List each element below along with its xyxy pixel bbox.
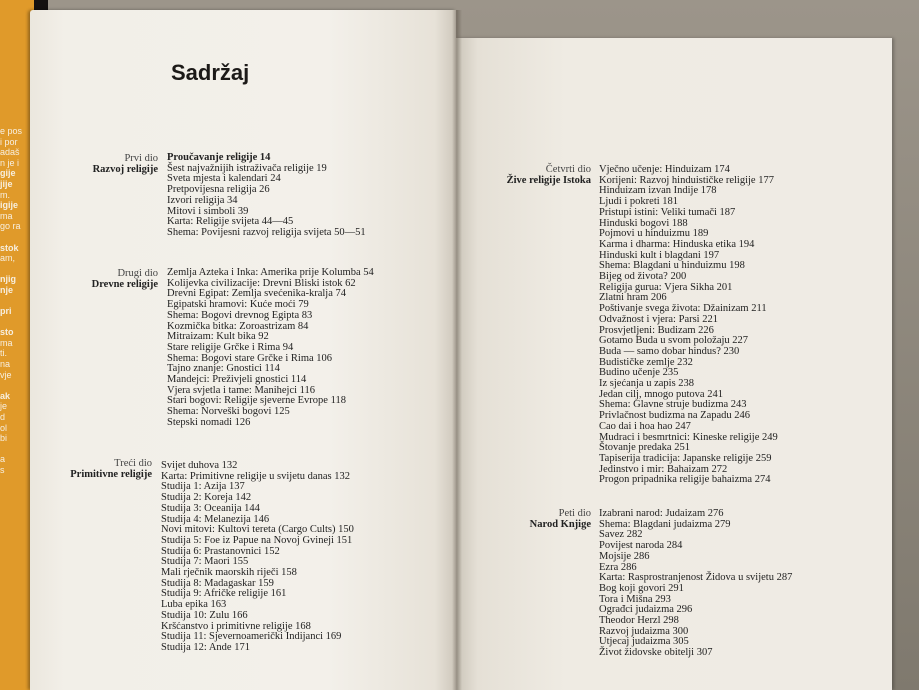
toc-list	[599, 509, 792, 659]
toc-entry: Tajno znanje: Gnostici 114	[167, 363, 280, 375]
toc-entry: Karma i dharma: Hinduska etika 194	[599, 238, 755, 250]
toc-entry: Studija 6: Prastanovnici 152	[161, 545, 280, 557]
background-text-line: n je i	[0, 157, 20, 168]
toc-entry: Prosvjetljeni: Budizam 226	[599, 324, 714, 336]
toc-entry: Hinduski kult i blagdani 197	[599, 249, 720, 261]
toc-entry: Mojsije 286	[599, 550, 650, 562]
section-heading	[60, 153, 158, 175]
section-part: Prvi dio	[124, 153, 158, 164]
background-text-line: s	[0, 465, 5, 475]
toc-entry: Tora i Mišna 293	[599, 593, 671, 605]
background-text-line: bi	[0, 433, 8, 444]
toc-entry: Zemlja Azteka i Inka: Amerika prije Kolumba 54	[167, 267, 374, 278]
background-text-line: igije	[0, 200, 19, 211]
toc-entry: Svijet duhova 132	[161, 460, 238, 471]
toc-entry: Proučavanje religije 14	[167, 152, 271, 163]
section-heading	[484, 164, 591, 186]
toc-entry: Studija 5: Foe iz Papue na Novoj Gvineji 151	[161, 534, 353, 546]
toc-entry: Povijest naroda 284	[599, 540, 683, 552]
toc-entry: Cao dai i hoa hao 247	[599, 420, 691, 432]
toc-entry: Studija 2: Koreja 142	[161, 492, 252, 504]
background-text-line: go ra	[0, 221, 21, 232]
toc-entry: Sveta mjesta i kalendari 24	[167, 173, 281, 185]
background-text-line: na	[0, 359, 11, 370]
toc-entry: Izabrani narod: Judaizam 276	[599, 508, 724, 519]
toc-entry: Štovanje predaka 251	[599, 442, 690, 454]
toc-entry: Studija 4: Melanezija 146	[161, 513, 270, 525]
toc-entry: Shema: Povijesni razvoj religija svijeta 50—51	[167, 226, 366, 238]
toc-entry: Poštivanje svega života: Džainizam 211	[599, 303, 767, 315]
toc-entry: Ljudi i pokreti 181	[599, 196, 679, 208]
section-heading	[60, 268, 158, 290]
toc-entry: Drevni Egipat: Zemlja svećenika-kralja 74	[167, 288, 347, 300]
toc-entry: Studija 1: Azija 137	[161, 481, 245, 493]
toc-entry: Tapiserija tradicija: Japanske religije 259	[599, 452, 772, 464]
toc-entry: Luba epika 163	[161, 599, 227, 611]
background-text-line: m.	[0, 189, 10, 200]
toc-entry: Karta: Religije svijeta 44—45	[167, 216, 294, 228]
background-text-line	[0, 380, 30, 391]
toc-entry: Bijeg od života? 200	[599, 271, 687, 283]
toc-entry: Gotamo Buda u svom položaju 227	[599, 335, 749, 347]
toc-entry: Pretpovijesna religija 26	[167, 184, 270, 196]
toc-entry: Studija 7: Maori 155	[161, 556, 249, 568]
background-text-line: d	[0, 412, 6, 423]
toc-entry: Iz sjećanja u zapis 238	[599, 378, 695, 390]
toc-entry: Privlačnost budizma na Zapadu 246	[599, 410, 751, 422]
toc-entry: Šest najvažnijih istraživača religije 19	[167, 162, 327, 174]
background-text-line: i por	[0, 136, 18, 147]
background-text-line: ti.	[0, 348, 8, 359]
background-text-line	[0, 264, 30, 275]
section-name: Primitivne religije	[70, 469, 152, 481]
toc-list	[599, 165, 778, 486]
toc-entry: Buda — samo dobar hindus? 230	[599, 345, 740, 357]
toc-entry: Kolijevka civilizacije: Drevni Bliski istok 62	[167, 277, 356, 289]
background-text-line: a	[0, 454, 6, 465]
background-text-line	[0, 296, 30, 307]
toc-entry: Stepski nomadi 126	[167, 416, 251, 428]
section-name: Žive religije Istoka	[506, 175, 591, 187]
toc-entry: Kršćanstvo i primitivne religije 168	[161, 620, 311, 632]
background-text-line: vje	[0, 369, 12, 380]
toc-entry: Studija 12: Ande 171	[161, 641, 250, 653]
background-text-line: e pos	[0, 126, 23, 136]
toc-entry: Mitraizam: Kult bika 92	[167, 331, 269, 343]
toc-entry: Razvoj judaizma 300	[599, 625, 689, 637]
toc-entry: Hinduizam izvan Indije 178	[599, 185, 717, 197]
page-title: Sadržaj	[171, 60, 250, 85]
toc-entry: Karta: Primitivne religije u svijetu danas 132	[161, 470, 350, 482]
toc-entry: Savez 282	[599, 529, 643, 541]
toc-entry: Zlatni hram 206	[599, 292, 667, 304]
background-text-line: jije	[0, 178, 13, 189]
section-heading	[50, 458, 152, 480]
toc-entry: Novi mitovi: Kultovi tereta (Cargo Cults) 150	[161, 524, 354, 536]
toc-entry: Studija 10: Zulu 166	[161, 609, 248, 621]
toc-entry: Karta: Rasprostranjenost Židova u svijetu 287	[599, 572, 793, 584]
toc-entry: Jedinstvo i mir: Bahaizam 272	[599, 463, 728, 475]
toc-entry: Budističke zemlje 232	[599, 356, 693, 368]
toc-entry: Studija 9: Afričke religije 161	[161, 588, 287, 600]
section-part: Peti dio	[558, 508, 591, 519]
section-name: Drevne religije	[91, 279, 158, 291]
background-text-line: je	[0, 401, 8, 412]
toc-entry: Utjecaj judaizma 305	[599, 636, 689, 648]
background-text-line: stok	[0, 242, 19, 253]
toc-entry: Mandejci: Preživjeli gnostici 114	[167, 374, 307, 386]
toc-entry: Mitovi i simboli 39	[167, 205, 249, 217]
toc-entry: Mudraci i besmrtnici: Kineske religije 249	[599, 431, 778, 443]
toc-entry: Pristupi istini: Veliki tumači 187	[599, 206, 736, 218]
toc-entry: Ezra 286	[599, 561, 637, 573]
background-text-line	[0, 317, 30, 328]
toc-entry: Shema: Norveški bogovi 125	[167, 406, 290, 418]
toc-entry: Ograđci judaizma 296	[599, 604, 693, 616]
toc-entry: Shema: Blagdani judaizma 279	[599, 518, 731, 530]
toc-entry: Izvori religija 34	[167, 194, 238, 206]
toc-entry: Odvažnost i vjera: Parsi 221	[599, 313, 718, 325]
background-text-line: pri	[0, 306, 12, 317]
section-name: Razvoj religije	[92, 164, 158, 176]
section-name: Narod Knjige	[529, 519, 591, 531]
toc-list	[167, 268, 374, 429]
background-book-text	[0, 126, 30, 476]
background-text-line: ol	[0, 422, 8, 433]
toc-entry: Bog koji govori 291	[599, 582, 684, 594]
toc-entry: Mali rječnik maorskih riječi 158	[161, 567, 297, 579]
toc-entry: Shema: Blagdani u hinduizmu 198	[599, 260, 745, 272]
section-part: Drugi dio	[117, 268, 158, 279]
section-part: Četvrti dio	[545, 164, 591, 175]
toc-list	[167, 153, 366, 239]
toc-entry: Korijeni: Razvoj hinduističke religije 177	[599, 174, 774, 186]
toc-entry: Hinduski bogovi 188	[599, 217, 688, 229]
toc-entry: Shema: Bogovi stare Grčke i Rima 106	[167, 352, 333, 364]
toc-entry: Stare religije Grčke i Rima 94	[167, 341, 294, 353]
toc-entry: Budino učenje 235	[599, 367, 679, 379]
background-text-line: am,	[0, 253, 16, 264]
toc-entry: Religija gurua: Vjera Sikha 201	[599, 281, 733, 293]
toc-entry: Shema: Glavne struje budizma 243	[599, 399, 747, 411]
background-text-line: ma	[0, 210, 13, 221]
background-text-line: adaš	[0, 147, 20, 158]
toc-entry: Kozmička bitka: Zoroastrizam 84	[167, 320, 309, 332]
toc-entry: Vjera svjetla i tame: Manihejci 116	[167, 384, 316, 396]
toc-entry: Egipatski hramovi: Kuće moći 79	[167, 299, 309, 311]
background-text-line: nje	[0, 284, 14, 295]
toc-entry: Studija 3: Oceanija 144	[161, 502, 260, 514]
background-text-line: gije	[0, 168, 16, 179]
book-gutter	[452, 10, 462, 690]
background-text-line	[0, 232, 30, 243]
toc-entry: Život židovske obitelji 307	[599, 647, 713, 659]
toc-entry: Pojmovi u hinduizmu 189	[599, 228, 709, 240]
background-text-line: njig	[0, 274, 16, 285]
toc-entry: Shema: Bogovi drevnog Egipta 83	[167, 309, 313, 321]
section-heading	[484, 508, 591, 530]
toc-entry: Stari bogovi: Religije sjeverne Evrope 118	[167, 395, 346, 407]
background-text-line: ma	[0, 337, 13, 348]
toc-entry: Jedan cilj, mnogo putova 241	[599, 388, 723, 400]
background-text-line	[0, 444, 30, 455]
toc-entry: Studija 8: Madagaskar 159	[161, 577, 274, 589]
toc-list	[161, 461, 354, 654]
toc-entry: Theodor Herzl 298	[599, 615, 679, 627]
background-text-line: sto	[0, 327, 14, 338]
toc-entry: Progon pripadnika religije bahaizma 274	[599, 474, 771, 486]
toc-entry: Studija 11: Sjevernoamerički Indijanci 169	[161, 631, 342, 643]
background-text-line: ak	[0, 390, 11, 401]
section-part: Treći dio	[114, 458, 152, 469]
toc-entry: Vječno učenje: Hinduizam 174	[599, 164, 730, 175]
